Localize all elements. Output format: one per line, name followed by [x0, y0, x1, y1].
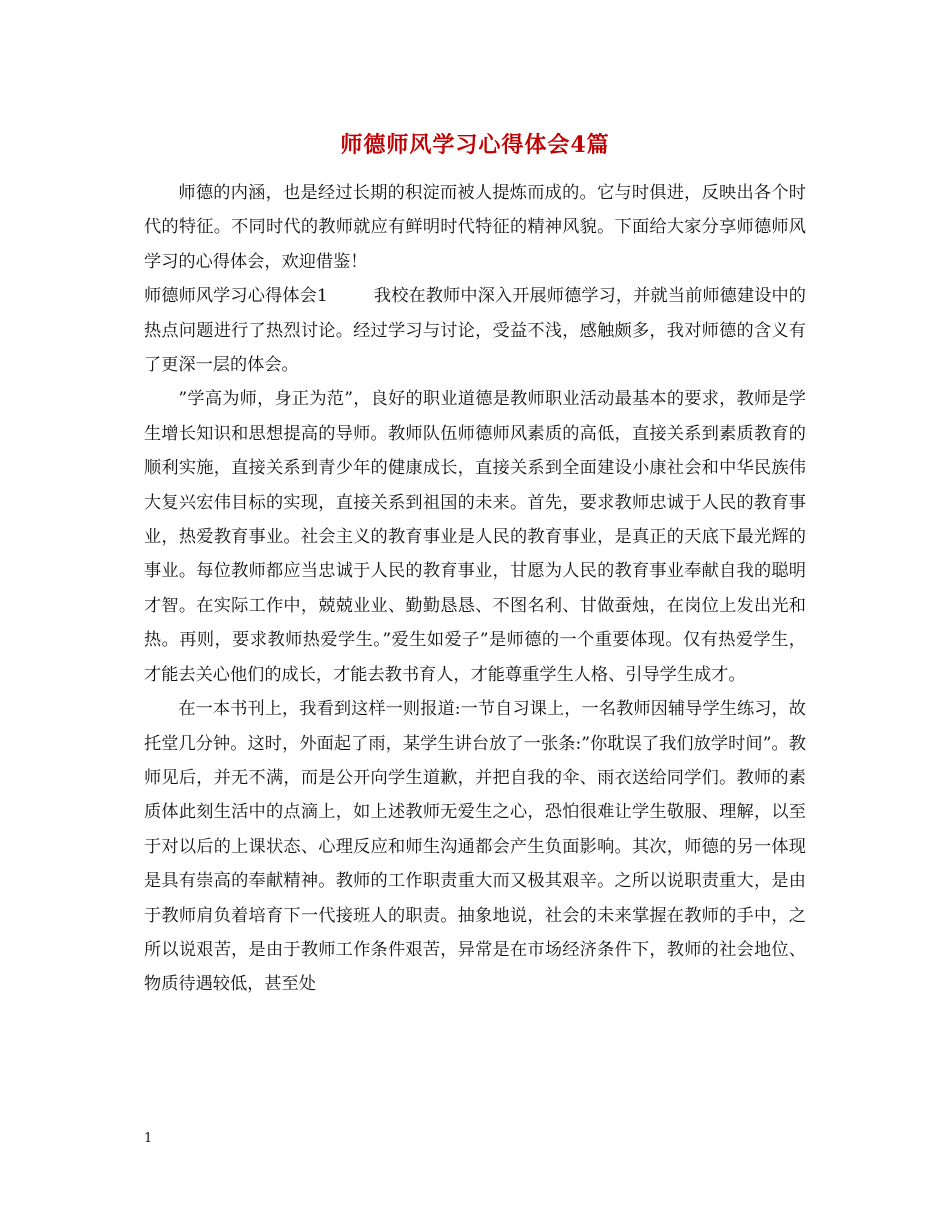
document-title: 师德师风学习心得体会4篇: [340, 132, 610, 158]
body-paragraph: 在一本书刊上，我看到这样一则报道:一节自习课上，一名教师因辅导学生练习，故托堂几分钟。这时，外面起了雨，某学生讲台放了一张条:”你耽误了我们放学时间”。教师见后，并无不满，而是公开向学生道歉，并把自我的伞、雨衣送给同学们。教师的素质体此刻生活中的点滴上，如上述教师无爱生之心，恐怕很难让学生敬服、理解，以至于对以后的上课状态、心理反应和师生沟通都会产生负面影响。其次，师德的另一体现是具有崇高的奉献精神。教师的工作职责重大而又极其艰辛。之所以说职责重大，是由于教师肩负着培育下一代接班人的职责。抽象地说，社会的未来掌握在教师的手中，之所以说艰苦，是由于教师工作条件艰苦，异常是在市场经济条件下，教师的社会地位、物质待遇较低，甚至处: [144, 699, 806, 995]
page-number: 1: [144, 1131, 153, 1146]
section-first-text: 我校在教师中深入开展师德学习，并就当前师德建设中的热点问题进行了热烈讨论。经过学习与讨论，受益不浅，感触颇多，我对师德的含义有了更深一层的体会。: [144, 286, 806, 376]
intro-paragraph: 师德的内涵，也是经过长期的积淀而被人提炼而成的。它与时俱进，反映出各个时代的特征。不同时代的教师就应有鲜明时代特征的精神风貌。下面给大家分享师德师风学习的心得体会，欢迎借鉴！: [144, 183, 806, 272]
section-heading: 师德师风学习心得体会1: [144, 286, 328, 307]
document-body: [144, 176, 806, 1002]
body-paragraph: ”学高为师，身正为范”，良好的职业道德是教师职业活动最基本的要求，教师是学生增长知识和思想提高的导师。教师队伍师德师风素质的高低，直接关系到素质教育的顺利实施，直接关系到青少年的健康成长，直接关系到全面建设小康社会和中华民族伟大复兴宏伟目标的实现，直接关系到祖国的未来。首先，要求教师忠诚于人民的教育事业，热爱教育事业。社会主义的教育事业是人民的教育事业，是真正的天底下最光辉的事业。每位教师都应当忠诚于人民的教育事业，甘愿为人民的教育事业奉献自我的聪明才智。在实际工作中，兢兢业业、勤勤恳恳、不图名利、甘做蚕烛，在岗位上发出光和热。再则，要求教师热爱学生。”爱生如爱子”是师德的一个重要体现。仅有热爱学生，才能去关心他们的成长，才能去教书育人，才能尊重学生人格、引导学生成才。: [144, 389, 806, 685]
section-1-paragraph: [144, 279, 806, 382]
